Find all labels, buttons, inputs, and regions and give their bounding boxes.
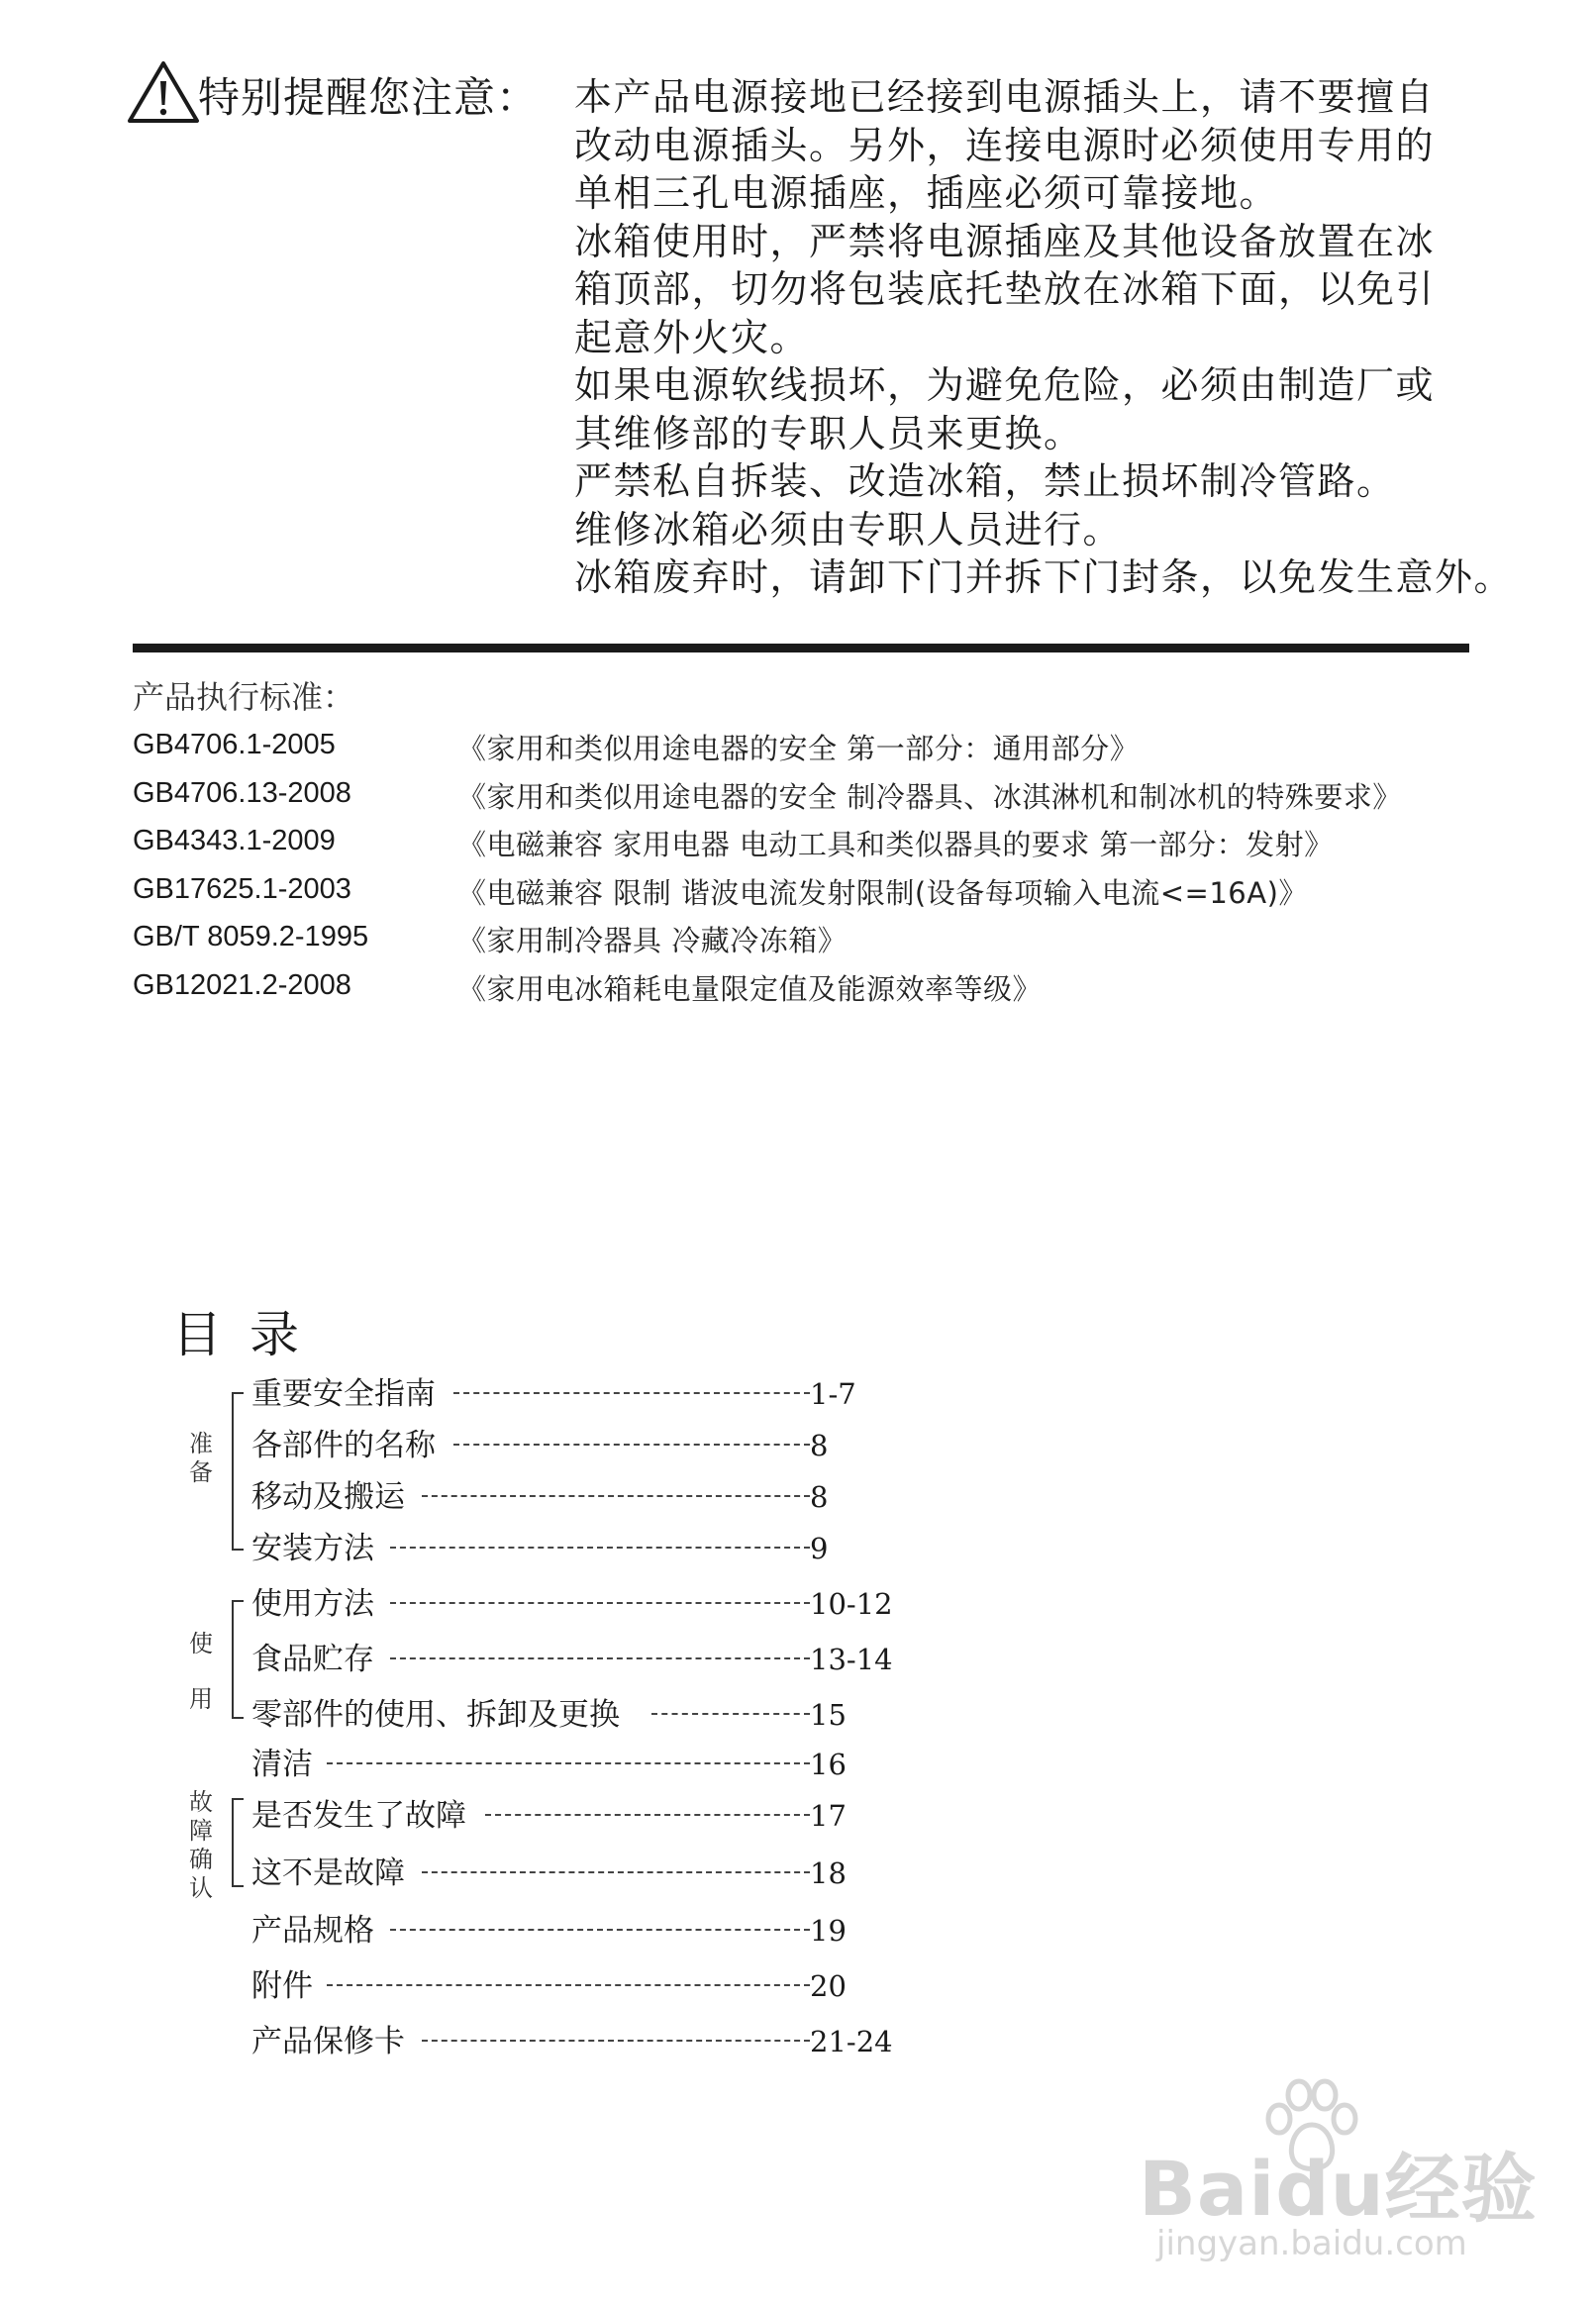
group-label-char: 确 <box>189 1846 213 1873</box>
standard-title: 《电磁兼容 家用电器 电动工具和类似器具的要求 第一部分：发射》 <box>457 828 1334 861</box>
toc-entry[interactable] <box>251 1852 905 1895</box>
toc-entry-page: 21-24 <box>810 2025 893 2058</box>
warning-line: 其维修部的专职人员来更换。 <box>574 411 1083 455</box>
standard-title: 《家用电冰箱耗电量限定值及能源效率等级》 <box>457 971 1043 1006</box>
warning-line: 严禁私自拆装、改造冰箱，禁止损坏制冷管路。 <box>574 459 1396 503</box>
toc-entry-page: 16 <box>810 1748 847 1781</box>
group-label-char: 准 <box>189 1430 213 1457</box>
toc-entry-title: 移动及搬运 <box>251 1479 405 1515</box>
group-label-char: 障 <box>189 1817 213 1845</box>
toc-group-bracket <box>232 1600 244 1719</box>
toc-entry-title: 安装方法 <box>251 1531 374 1566</box>
toc-leader <box>485 1814 810 1816</box>
toc-group-bracket <box>232 1798 244 1887</box>
standard-code: GB12021.2-2008 <box>133 968 351 1001</box>
warning-line: 单相三孔电源插座，插座必须可靠接地。 <box>574 171 1279 215</box>
section-divider <box>133 644 1469 652</box>
toc-leader <box>651 1713 810 1715</box>
toc-entry[interactable] <box>251 1582 905 1626</box>
standard-code: GB/T 8059.2-1995 <box>133 921 369 952</box>
toc-entry[interactable] <box>251 1964 905 2008</box>
toc-entry-title: 产品保修卡 <box>251 2024 405 2059</box>
warning-line: 冰箱使用时，严禁将电源插座及其他设备放置在冰 <box>574 219 1436 263</box>
toc-leader <box>327 1984 810 1986</box>
standard-code: GB4706.1-2005 <box>133 729 336 760</box>
toc-entry-title: 各部件的名称 <box>251 1428 436 1463</box>
group-label-char: 故 <box>189 1788 213 1816</box>
toc-leader <box>453 1392 810 1394</box>
standards-heading: 产品执行标准： <box>133 678 355 716</box>
toc-entry-page: 17 <box>810 1799 847 1833</box>
toc-entry-title: 是否发生了故障 <box>251 1798 466 1834</box>
toc-entry-title: 使用方法 <box>251 1586 374 1622</box>
toc-entry-page: 13-14 <box>810 1643 893 1676</box>
group-label-char: 认 <box>189 1874 213 1902</box>
warning-line: 维修冰箱必须由专职人员进行。 <box>574 507 1123 551</box>
toc-entry[interactable] <box>251 1424 905 1467</box>
toc-group-bracket <box>232 1392 244 1551</box>
toc-entry[interactable] <box>251 1372 905 1416</box>
toc-leader <box>390 1657 810 1659</box>
warning-line: 本产品电源接地已经接到电源插头上，请不要擅自 <box>574 75 1436 119</box>
toc-leader <box>390 1929 810 1931</box>
toc-entry[interactable] <box>251 1794 905 1838</box>
toc-leader <box>422 1495 810 1497</box>
watermark-url: jingyan.baidu.com <box>1156 2224 1467 2263</box>
standard-title: 《电磁兼容 限制 谐波电流发射限制(设备每项输入电流<=16A)》 <box>457 875 1308 910</box>
toc-entry-title: 食品贮存 <box>251 1642 374 1677</box>
toc-entry[interactable] <box>251 1638 905 1681</box>
toc-entry[interactable] <box>251 1909 905 1953</box>
toc-entry-title: 零部件的使用、拆卸及更换 <box>251 1697 620 1733</box>
toc-entry-page: 15 <box>810 1698 847 1732</box>
warning-text <box>574 73 1513 602</box>
toc-leader <box>327 1762 810 1764</box>
toc-entry[interactable] <box>251 1527 905 1570</box>
warning-line: 冰箱废弃时，请卸下门并拆下门封条，以免发生意外。 <box>574 555 1514 599</box>
toc-entry-title: 产品规格 <box>251 1913 374 1949</box>
toc-title: 目录 <box>172 1306 327 1363</box>
toc-group-label-use <box>188 1616 214 1727</box>
toc-entry-title: 清洁 <box>251 1747 313 1782</box>
toc-entry-title: 附件 <box>251 1968 313 2004</box>
toc-leader <box>453 1444 810 1446</box>
toc-leader <box>390 1602 810 1604</box>
toc-entry-page: 8 <box>810 1429 829 1462</box>
warning-triangle-icon <box>127 59 200 125</box>
toc-entry-page: 18 <box>810 1856 847 1890</box>
standard-title: 《家用制冷器具 冷藏冷冻箱》 <box>457 924 848 957</box>
standard-title: 《家用和类似用途电器的安全 第一部分：通用部分》 <box>457 732 1140 765</box>
toc-entry-page: 20 <box>810 1969 847 2003</box>
group-label-char: 使 <box>189 1630 213 1657</box>
toc-leader <box>422 2040 810 2042</box>
warning-line: 起意外火灾。 <box>574 315 810 359</box>
standard-title: 《家用和类似用途电器的安全 制冷器具、冰淇淋机和制冰机的特殊要求》 <box>457 779 1402 814</box>
toc-entry[interactable] <box>251 1743 905 1786</box>
toc-entry-page: 10-12 <box>810 1587 893 1621</box>
standard-code: GB4706.13-2008 <box>133 776 351 809</box>
toc-entry-page: 9 <box>810 1532 829 1565</box>
toc-entry[interactable] <box>251 1693 905 1737</box>
toc-entry-page: 1-7 <box>810 1377 856 1411</box>
group-label-char: 用 <box>189 1685 213 1713</box>
warning-line: 如果电源软线损坏，为避免危险，必须由制造厂或 <box>574 363 1436 407</box>
toc-group-label-prepare <box>188 1430 214 1487</box>
toc-entry-title: 这不是故障 <box>251 1855 405 1891</box>
toc-group-label-trouble <box>188 1788 214 1903</box>
toc-entry[interactable] <box>251 1475 905 1519</box>
watermark-brand: Baidu经验 <box>1139 2145 1538 2233</box>
toc-entry-title: 重要安全指南 <box>251 1376 436 1412</box>
standard-code: GB17625.1-2003 <box>133 872 351 905</box>
warning-title: 特别提醒您注意： <box>198 73 540 122</box>
toc-entry[interactable] <box>251 2020 905 2063</box>
toc-entry-page: 8 <box>810 1480 829 1514</box>
toc-leader <box>390 1547 810 1549</box>
toc-leader <box>422 1871 810 1873</box>
group-label-char: 备 <box>189 1458 213 1486</box>
standard-code: GB4343.1-2009 <box>133 825 336 856</box>
toc-entry-page: 19 <box>810 1914 847 1948</box>
warning-line: 改动电源插头。另外，连接电源时必须使用专用的 <box>574 123 1436 167</box>
warning-line: 箱顶部，切勿将包装底托垫放在冰箱下面，以免引 <box>574 267 1436 311</box>
